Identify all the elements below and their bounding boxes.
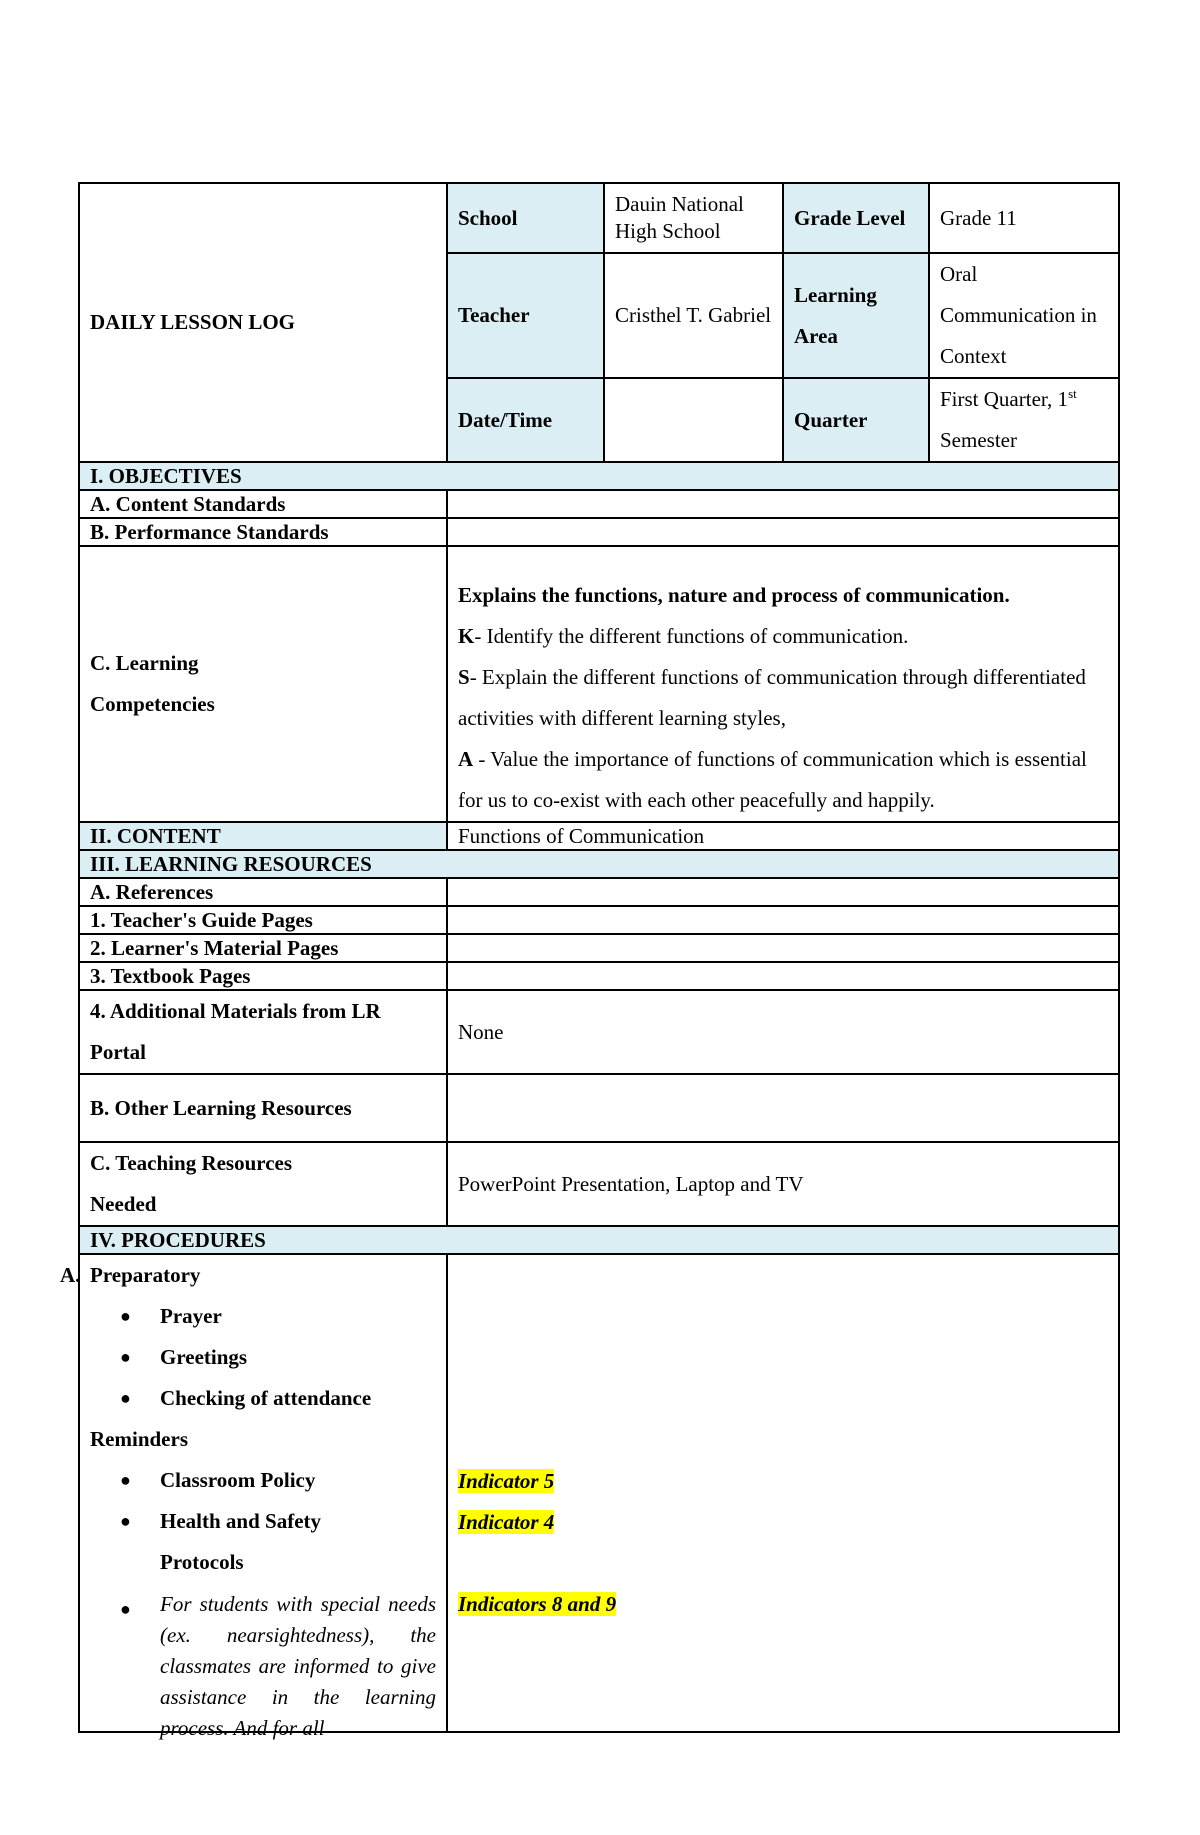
lm-pages-label: 2. Learner's Material Pages [79,934,447,962]
date-value [604,378,783,462]
preparatory-label: Preparatory [90,1263,201,1287]
grade-value: Grade 11 [929,183,1119,253]
special-needs-text: For students with special needs (ex. nearsightedness), the classmates are informed to give assistance in the learning process. And for all [160,1592,436,1740]
lm-pages-value [447,934,1119,962]
a-label: A [458,747,474,771]
procedures-heading: IV. PROCEDURES [79,1226,1119,1254]
content-standards-label: A. Content Standards [79,490,447,518]
s-text: - Explain the different functions of communication through differentiated activities with different learning styles, [458,665,1086,730]
teacher-label: Teacher [447,253,604,378]
log-title: DAILY LESSON LOG [79,183,447,462]
bullet-icon: ● [120,1599,131,1619]
health-text [160,1501,321,1583]
procedure-marker: A. [60,1263,81,1287]
competencies-label-2: Competencies [90,692,215,716]
bullet-icon: ● [120,1347,131,1367]
s-label: S [458,665,470,689]
resources-heading: III. LEARNING RESOURCES [79,850,1119,878]
bullet-prayer [90,1296,436,1337]
quarter-text-2: Semester [940,428,1017,452]
competency-k [458,616,1108,657]
indicator-5: Indicator 5 [458,1469,555,1493]
teaching-label-1: C. Teaching Resources [90,1151,293,1175]
quarter-label: Quarter [783,378,929,462]
textbook-pages-label: 3. Textbook Pages [79,962,447,990]
reminders-label: Reminders [90,1427,188,1451]
attendance-text: Checking of attendance [160,1386,372,1410]
greetings-text: Greetings [160,1345,248,1369]
area-label: Learning Area [783,253,929,378]
performance-standards-label: B. Performance Standards [79,518,447,546]
teaching-resources-value: PowerPoint Presentation, Laptop and TV [447,1142,1119,1226]
a-text: - Value the importance of functions of communication which is essential for us to co-exist with each other peacefully and happily. [458,747,1087,812]
bullet-health [90,1501,436,1583]
teaching-label-2: Needed [90,1192,157,1216]
teacher-value: Cristhel T. Gabriel [604,253,783,378]
quarter-text: First Quarter, 1 [940,387,1069,411]
textbook-pages-value [447,962,1119,990]
prayer-text: Prayer [160,1304,222,1328]
quarter-value [929,378,1119,462]
lesson-log-sheet [60,182,1118,1740]
grade-label: Grade Level [783,183,929,253]
procedures-left [60,1254,447,1740]
k-text: - Identify the different functions of communication. [474,624,909,648]
quarter-sup: st [1068,386,1077,401]
indicator-89-row [458,1584,1108,1625]
indicator-4: Indicator 4 [458,1510,555,1534]
content-value: Functions of Communication [447,822,1119,850]
content-heading: II. CONTENT [79,822,447,850]
bullet-special-needs [90,1583,436,1740]
additional-materials-value: None [447,990,1119,1074]
competencies-label-1: C. Learning [90,651,199,675]
competency-s [458,657,1108,739]
k-label: K [458,624,475,648]
indicator-8-9: Indicators 8 and 9 [458,1592,617,1616]
bullet-icon: ● [120,1470,131,1490]
indicator-4-row [458,1502,1108,1543]
other-resources-value [447,1074,1119,1142]
objectives-heading: I. OBJECTIVES [79,462,1119,490]
school-label: School [447,183,604,253]
bullet-policy [90,1460,436,1501]
lesson-log-table [60,182,1120,1740]
bullet-icon: ● [120,1306,131,1326]
competency-main: Explains the functions, nature and process of communication. [458,583,1010,607]
bullet-attendance [90,1378,436,1419]
bullet-icon: ● [120,1388,131,1408]
competencies-value [447,546,1119,822]
area-value: Oral Communication in Context [929,253,1119,378]
health-text-1: Health and Safety [160,1509,322,1533]
other-resources-label: B. Other Learning Resources [79,1074,447,1142]
competency-a [458,739,1108,821]
additional-label-2: Portal [90,1040,146,1064]
additional-materials-label [79,990,447,1074]
tg-pages-value [447,906,1119,934]
bullet-greetings [90,1337,436,1378]
teaching-resources-label [79,1142,447,1226]
indicator-5-row [458,1461,1108,1502]
additional-label-1: 4. Additional Materials from LR [90,999,381,1023]
procedures-right [447,1254,1119,1732]
school-value: Dauin National High School [604,183,783,253]
performance-standards-value [447,518,1119,546]
bullet-icon: ● [120,1511,131,1531]
competencies-label [79,546,447,822]
date-label: Date/Time [447,378,604,462]
policy-text: Classroom Policy [160,1468,316,1492]
tg-pages-label: 1. Teacher's Guide Pages [79,906,447,934]
health-text-2: Protocols [160,1550,244,1574]
content-standards-value [447,490,1119,518]
references-value [447,878,1119,906]
references-label: A. References [79,878,447,906]
